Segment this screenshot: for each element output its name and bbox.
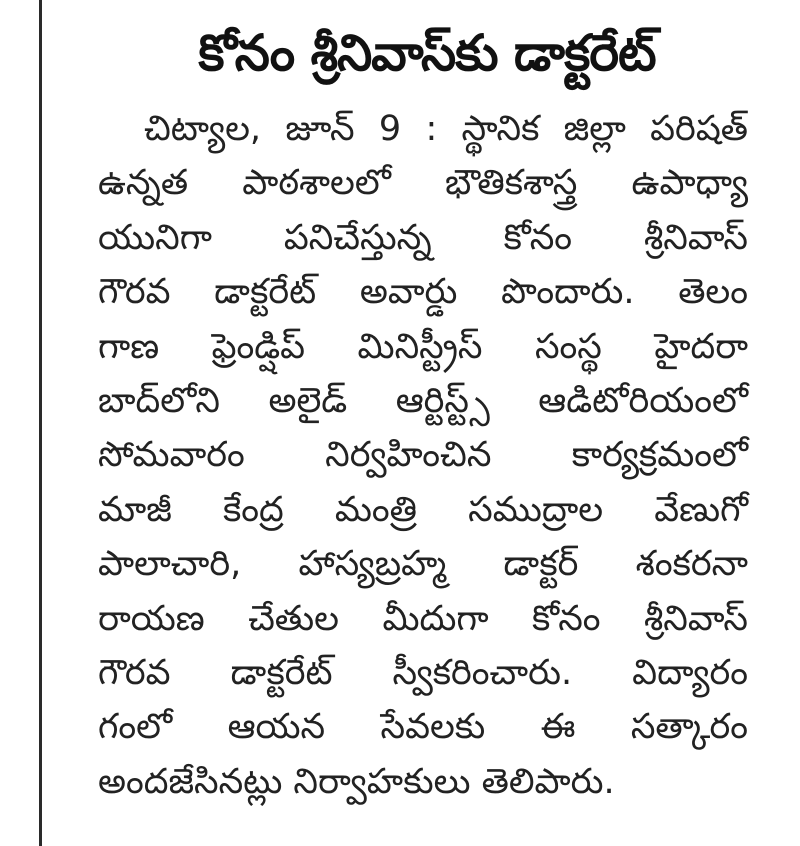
article-line: గంలో ఆయన సేవలకు ఈ సత్కారం	[98, 707, 748, 748]
article-line: రాయణ చేతుల మీదుగా కోనం శ్రీనివాస్	[98, 598, 748, 639]
article-line: సోమవారం నిర్వహించిన కార్యక్రమంలో	[98, 435, 748, 476]
article-line: గాణ ఫ్రెండ్షిప్ మినిస్ట్రీస్ సంస్థ హైదరా	[98, 326, 748, 367]
article-line: మాజీ కేంద్ర మంత్రి సముద్రాల వేణుగో	[98, 489, 748, 530]
article-line: పాలాచారి, హాస్యబ్రహ్మ డాక్టర్ శంకరనా	[98, 544, 748, 585]
article-body	[98, 102, 748, 809]
article-line: ఉన్నత పాఠశాలలో భౌతికశాస్త్ర ఉపాధ్యా	[98, 163, 748, 204]
article-headline: కోనం శ్రీనివాస్‌కు డాక్టరేట్	[198, 24, 656, 82]
article-line: చిట్యాల, జూన్ 9 : స్థానిక జిల్లా పరిషత్	[144, 109, 748, 149]
article-line: బాద్‌లోని అలైడ్ ఆర్టిస్ట్స్ ఆడిటోరియంలో	[98, 380, 748, 421]
column-divider-rule	[39, 0, 42, 846]
article-line: అందజేసినట్లు నిర్వాహకులు తెలిపారు.	[98, 761, 615, 802]
news-article	[70, 0, 784, 846]
article-line: యునిగా పనిచేస్తున్న కోనం శ్రీనివాస్	[98, 217, 748, 258]
article-line: గౌరవ డాక్టరేట్ స్వీకరించారు. విద్యారం	[98, 652, 748, 693]
article-line: గౌరవ డాక్టరేట్ అవార్డు పొందారు. తెలం	[98, 272, 748, 313]
